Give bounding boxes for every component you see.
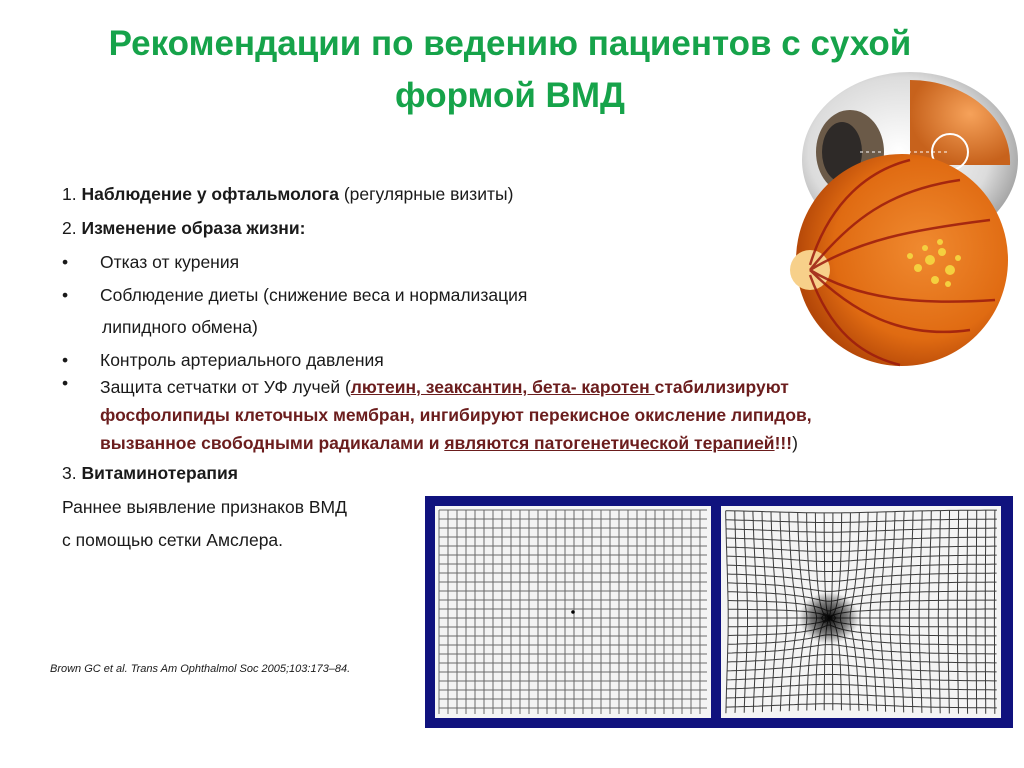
bullet-icon: • <box>62 252 69 272</box>
early-detection-text: Раннее выявление признаков ВМД <box>62 497 347 517</box>
eye-illustration <box>790 70 1024 370</box>
slide-title: Рекомендации по ведению пациентов с сухой формой ВМД <box>108 24 912 115</box>
bullet-icon: • <box>62 373 69 393</box>
carotenoids-link: лютеин, зеаксантин, бета- каротен <box>350 377 655 397</box>
citation: Brown GC et al. Trans Am Ophthalmol Soc 2005;103:173–84. <box>50 663 351 675</box>
bullet-icon: • <box>62 285 69 305</box>
therapy-emphasis: являются патогенетической терапией <box>444 433 775 453</box>
list-item: 3. Витаминотерапия <box>62 463 238 483</box>
bullet-icon: • <box>62 350 69 370</box>
bullet-continuation: липидного обмена) <box>102 317 258 337</box>
amsler-grid-distorted <box>721 506 1001 718</box>
list-item: 2. Изменение образа жизни: <box>62 218 306 238</box>
amsler-grid-normal <box>435 506 711 718</box>
amsler-grid-figure <box>425 496 1013 728</box>
list-item: 1. Наблюдение у офтальмолога (регулярные визиты) <box>62 184 514 204</box>
early-detection-text: с помощью сетки Амслера. <box>62 530 284 550</box>
